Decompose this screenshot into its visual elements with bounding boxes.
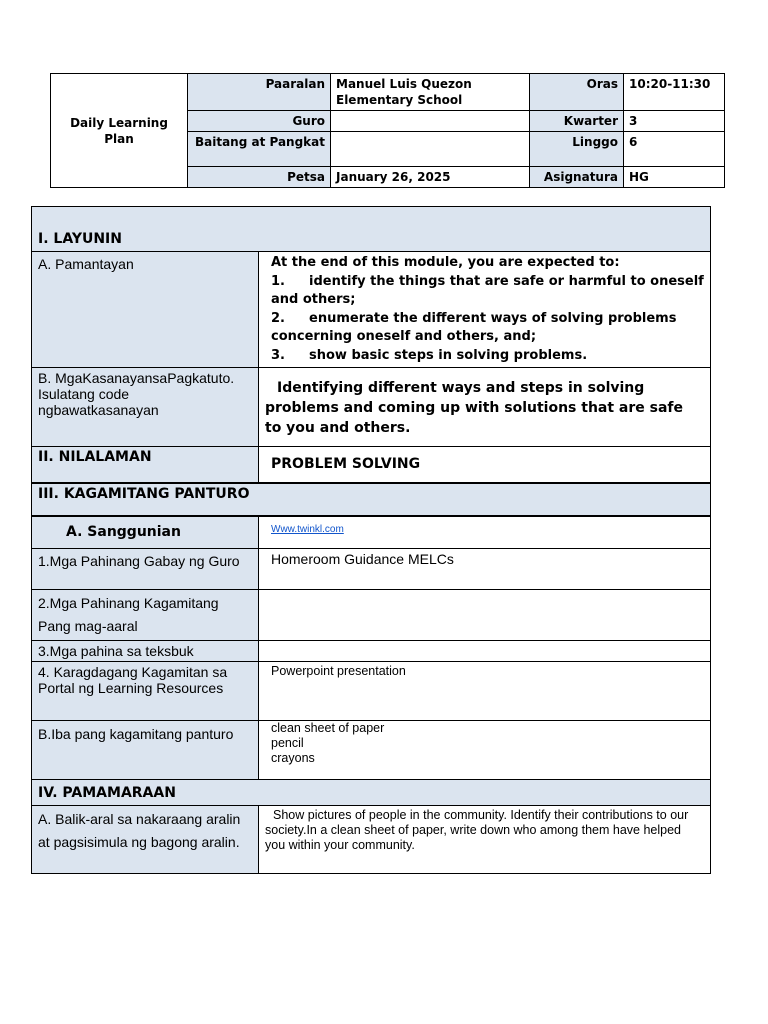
kasanayan-label: B. MgaKasanayansaPagkatuto. Isulatang code ngbawatkasanayan — [32, 368, 259, 447]
objective-item — [271, 310, 704, 347]
teksbuk-value — [259, 641, 711, 662]
objective-number: 3. — [271, 347, 285, 363]
asignatura-value: HG — [624, 167, 725, 188]
kagamitan-mag-aaral-label: 2.Mga Pahinang Kagamitang Pang mag-aaral — [32, 590, 259, 641]
kagamitan-mag-aaral-value — [259, 590, 711, 641]
objective-number: 2. — [271, 310, 285, 326]
baitang-label: Baitang at Pangkat — [188, 132, 331, 167]
layunin-heading — [32, 207, 711, 252]
karagdagang-value: Powerpoint presentation — [259, 662, 711, 721]
paaralan-label: Paaralan — [188, 74, 331, 111]
objective-item — [271, 273, 704, 310]
kwarter-value: 3 — [624, 111, 725, 132]
petsa-value: January 26, 2025 — [331, 167, 530, 188]
guro-value — [331, 111, 530, 132]
karagdagang-label: 4. Karagdagang Kagamitan sa Portal ng Learning Resources — [32, 662, 259, 721]
kasanayan-value: Identifying different ways and steps in solving problems and coming up with solutions that are safe to you and others. — [259, 368, 711, 447]
objective-item — [271, 347, 704, 366]
guro-label: Guro — [188, 111, 331, 132]
list-item: crayons — [271, 751, 315, 765]
oras-value: 10:20-11:30 — [624, 74, 725, 111]
petsa-label: Petsa — [188, 167, 331, 188]
sanggunian-link[interactable]: Www.twinkl.com — [271, 523, 344, 535]
asignatura-label: Asignatura — [530, 167, 624, 188]
objective-text: identify the things that are safe or harmful to oneself and others; — [271, 273, 704, 307]
pamamaraan-heading: IV. PAMAMARAAN — [32, 780, 711, 806]
dlp-title: Daily Learning Plan — [51, 74, 188, 188]
gabay-guro-value: Homeroom Guidance MELCs — [259, 549, 711, 590]
kagamitan-heading: III. KAGAMITANG PANTURO — [32, 483, 711, 516]
iba-pang-kagamitan-list — [259, 721, 711, 780]
linggo-value: 6 — [624, 132, 725, 167]
objective-number: 1. — [271, 273, 285, 289]
teksbuk-label: 3.Mga pahina sa teksbuk — [32, 641, 259, 662]
objective-text: show basic steps in solving problems. — [309, 347, 588, 363]
oras-label: Oras — [530, 74, 624, 111]
lesson-table — [31, 206, 711, 874]
balik-aral-label: A. Balik-aral sa nakaraang aralin at pagsisimula ng bagong aralin. — [32, 806, 259, 874]
iba-pang-kagamitan-label: B.Iba pang kagamitang panturo — [32, 721, 259, 780]
sanggunian-cell — [259, 516, 711, 549]
objective-text: enumerate the different ways of solving problems concerning oneself and others, and; — [271, 310, 677, 344]
balik-aral-value: Show pictures of people in the community. Identify their contributions to our society.In a clean sheet of paper, write down who among them have helped you within your community. — [259, 806, 711, 874]
paaralan-value: Manuel Luis Quezon Elementary School — [331, 74, 530, 111]
sanggunian-label: A. Sanggunian — [32, 516, 259, 549]
linggo-label: Linggo — [530, 132, 624, 167]
nilalaman-value: PROBLEM SOLVING — [259, 447, 711, 483]
layunin-heading-text: I. LAYUNIN — [38, 231, 122, 247]
gabay-guro-label: 1.Mga Pahinang Gabay ng Guro — [32, 549, 259, 590]
pamantayan-label: A. Pamantayan — [32, 252, 259, 368]
nilalaman-heading: II. NILALAMAN — [32, 447, 259, 483]
header-table — [50, 73, 725, 188]
objectives-intro: At the end of this module, you are expected to: — [271, 255, 620, 270]
baitang-value — [331, 132, 530, 167]
list-item: pencil — [271, 736, 304, 750]
kwarter-label: Kwarter — [530, 111, 624, 132]
pamantayan-content — [259, 252, 711, 368]
list-item: clean sheet of paper — [271, 721, 385, 735]
